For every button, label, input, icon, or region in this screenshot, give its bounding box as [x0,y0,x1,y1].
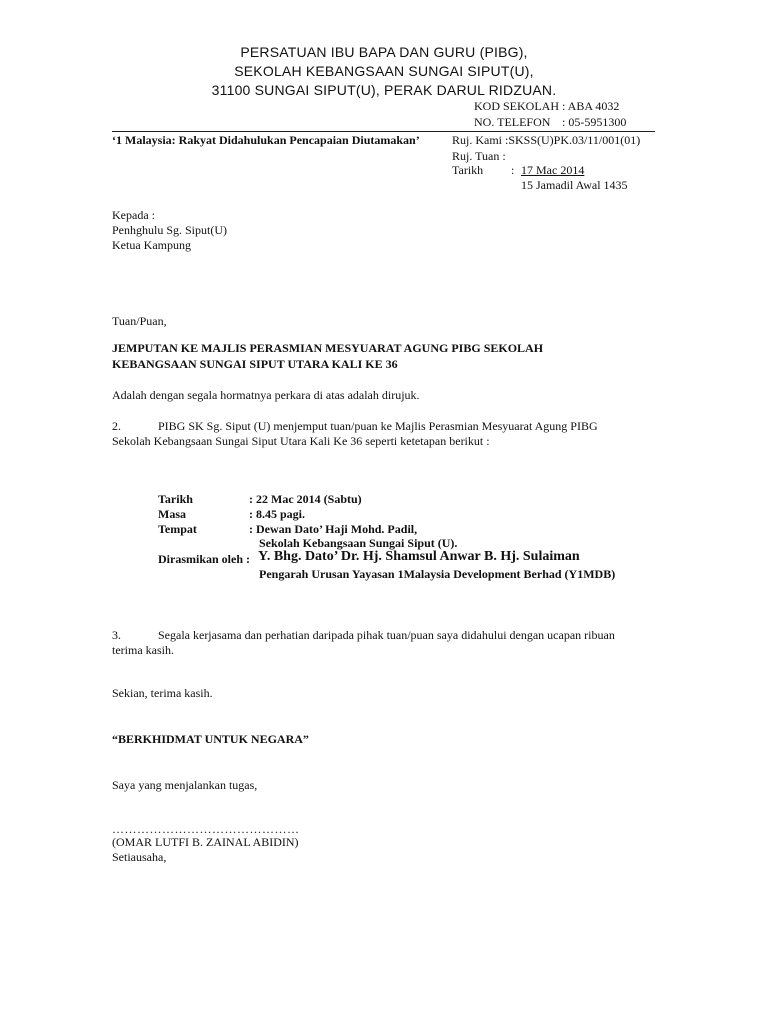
letterhead-line-1: PERSATUAN IBU BAPA DAN GURU (PIBG), [240,44,528,60]
paragraph-3-line-1: Segala kerjasama dan perhatian daripada pihak tuan/puan saya didahului dengan ucapan ribuan [158,628,615,642]
subject-line-2: KEBANGSAAN SUNGAI SIPUT UTARA KALI KE 36 [112,357,398,371]
paragraph-1: Adalah dengan segala hormatnya perkara di atas adalah dirujuk. [112,388,420,402]
tarikh-colon: : [511,163,515,177]
slogan: ‘1 Malaysia: Rakyat Didahulukan Pencapaian Diutamakan’ [112,133,420,147]
paragraph-3-number: 3. [112,628,121,642]
salutation: Tuan/Puan, [112,314,167,328]
school-code: KOD SEKOLAH : ABA 4032 [474,99,620,113]
header-divider [112,131,655,132]
letter-date: 17 Mac 2014 [521,163,585,177]
ruj-tuan: Ruj. Tuan : [452,149,506,163]
recipient-line-2: Ketua Kampung [112,238,191,252]
detail-dirasmikan-label: Dirasmikan oleh : [158,552,251,566]
tarikh-label: Tarikh [452,163,484,177]
letterhead-line-2: SEKOLAH KEBANGSAAN SUNGAI SIPUT(U), [234,63,534,79]
motto: “BERKHIDMAT UNTUK NEGARA” [112,732,309,746]
paragraph-2-line-2: Sekolah Kebangsaan Sungai Siput Utara Kali Ke 36 seperti ketetapan berikut : [112,434,490,448]
phone-label: NO. TELEFON [474,115,551,129]
phone-value: : 05-5951300 [562,115,627,129]
paragraph-2-line-1: PIBG SK Sg. Siput (U) menjemput tuan/puan ke Majlis Perasmian Mesyuarat Agung PIBG [158,419,598,433]
detail-dirasmikan-value: Y. Bhg. Dato’ Dr. Hj. Shamsul Anwar B. Hj. Sulaiman [258,549,580,564]
letterhead-line-3: 31100 SUNGAI SIPUT(U), PERAK DARUL RIDZUAN. [211,82,557,98]
detail-masa-value: : 8.45 pagi. [249,507,306,521]
signer-name: (OMAR LUTFI B. ZAINAL ABIDIN) [112,835,299,849]
paragraph-3-line-2: terima kasih. [112,643,174,657]
detail-tempat-label: Tempat [158,522,197,536]
signer-title: Setiausaha, [112,850,167,864]
signoff: Saya yang menjalankan tugas, [112,778,258,792]
detail-tarikh-value: : 22 Mac 2014 (Sabtu) [249,492,362,506]
detail-tempat-value-2: Sekolah Kebangsaan Sungai Siput (U). [259,536,458,550]
subject-line-1: JEMPUTAN KE MAJLIS PERASMIAN MESYUARAT AGUNG PIBG SEKOLAH [112,341,544,355]
detail-masa-label: Masa [158,507,186,521]
signature-line: ……………………………………… [112,822,300,836]
closing: Sekian, terima kasih. [112,686,213,700]
recipient-line-1: Penhghulu Sg. Siput(U) [112,223,228,237]
detail-tempat-value-1: : Dewan Dato’ Haji Mohd. Padil, [249,522,418,536]
recipient-kepada: Kepada : [112,208,155,222]
ruj-kami: Ruj. Kami :SKSS(U)PK.03/11/001(01) [452,133,641,147]
hijri-date: 15 Jamadil Awal 1435 [521,178,628,192]
detail-jawatan: Pengarah Urusan Yayasan 1Malaysia Development Berhad (Y1MDB) [259,567,616,581]
paragraph-2-number: 2. [112,419,121,433]
detail-tarikh-label: Tarikh [158,492,193,506]
